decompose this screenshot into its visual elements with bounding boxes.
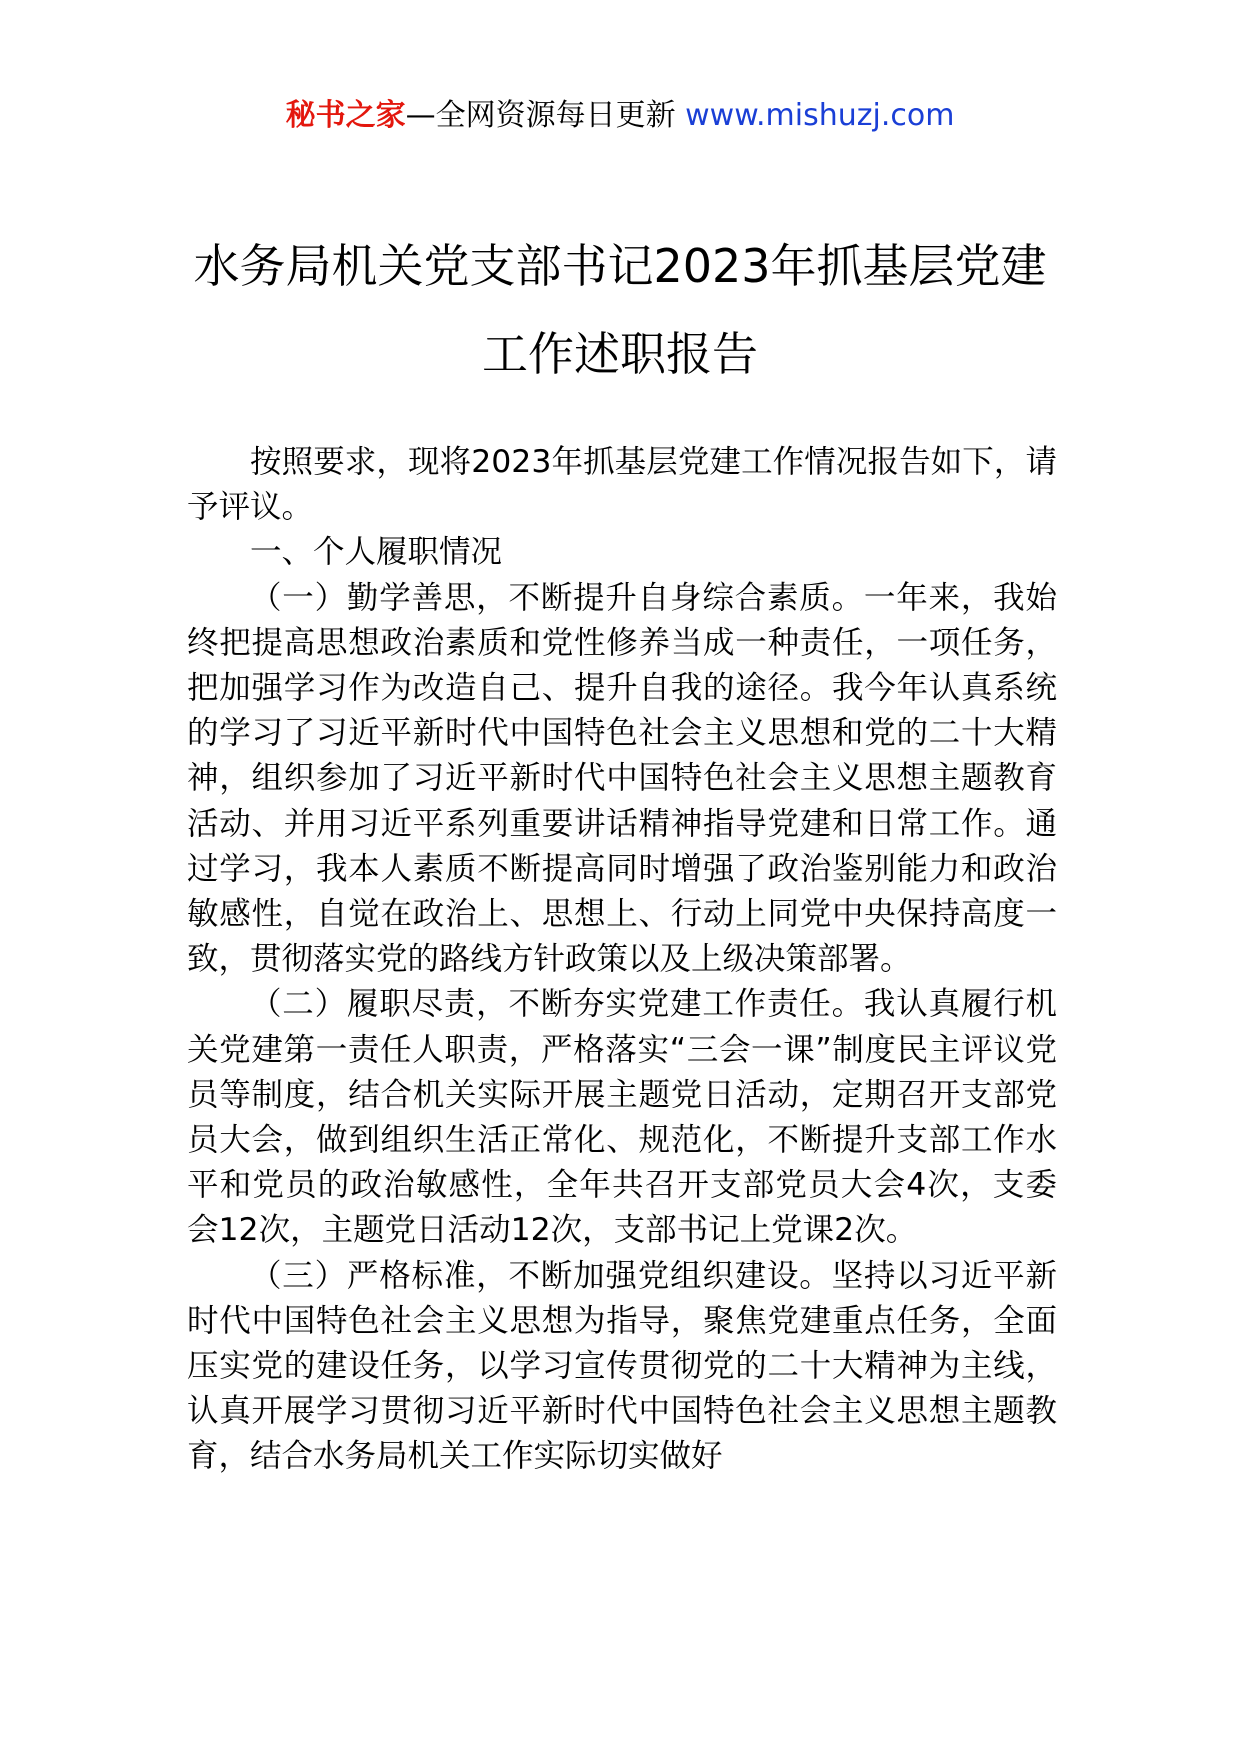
title-line-2: 工作述职报告: [482, 327, 758, 381]
paragraph-standards: （三）严格标准，不断加强党组织建设。坚持以习近平新时代中国特色社会主义思想为指导，聚焦党建重点任务，全面压实党的建设任务，以学习宣传贯彻党的二十大精神为主线，认真开展学习贯彻习近平新时代中国特色社会主义思想主题教育，结合水务局机关工作实际切实做好: [187, 1257, 1057, 1475]
site-url: www.mishuzj.com: [685, 98, 955, 133]
intro-paragraph: 按照要求，现将2023年抓基层党建工作情况报告如下，请予评议。: [187, 444, 1057, 526]
brand-name: 秘书之家: [285, 98, 406, 133]
document-body: [187, 440, 1057, 1480]
paragraph-study: （一）勤学善思，不断提升自身综合素质。一年来，我始终把提高思想政治素质和党性修养当成一种责任，一项任务，把加强学习作为改造自己、提升自我的途径。我今年认真系统的学习了习近平新时代中国特色社会主义思想和党的二十大精神，组织参加了习近平新时代中国特色社会主义思想主题教育活动、并用习近平系列重要讲话精神指导党建和日常工作。通过学习，我本人素质不断提高同时增强了政治鉴别能力和政治敏感性，自觉在政治上、思想上、行动上同党中央保持高度一致，贯彻落实党的路线方针政策以及上级决策部署。: [187, 579, 1057, 978]
paragraph-duty: （二）履职尽责，不断夯实党建工作责任。我认真履行机关党建第一责任人职责，严格落实“三会一课”制度民主评议党员等制度，结合机关实际开展主题党日活动，定期召开支部党员大会，做到组织生活正常化、规范化，不断提升支部工作水平和党员的政治敏感性，全年共召开支部党员大会4次，支委会12次，主题党日活动12次，支部书记上党课2次。: [187, 986, 1057, 1249]
document-title: [150, 222, 1090, 398]
title-line-1: 水务局机关党支部书记2023年抓基层党建: [193, 239, 1047, 293]
header-tagline: —全网资源每日更新: [405, 98, 676, 133]
section-heading: 一、个人履职情况: [250, 534, 503, 571]
site-watermark-header: [0, 96, 1240, 136]
